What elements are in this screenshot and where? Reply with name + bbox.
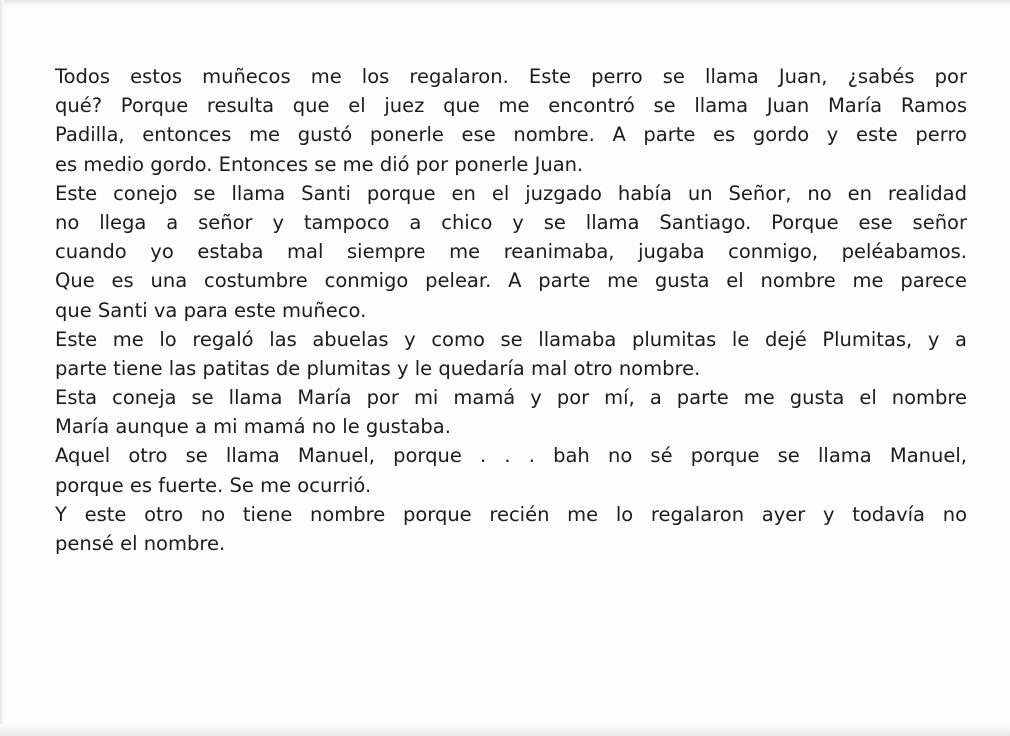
text-line: parte tiene las patitas de plumitas y le quedaría mal otro nombre. (55, 356, 701, 380)
text-line: Que es una costumbre conmigo pelear. A parte me gusta el nombre me parece (55, 269, 967, 293)
text-line: Este me lo regaló las abuelas y como se llamaba plumitas le dejé Plumitas, y a (55, 327, 967, 351)
text-line: Padilla, entonces me gustó ponerle ese nombre. A parte es gordo y este perro (55, 123, 967, 147)
text-line: pensé el nombre. (55, 532, 226, 555)
text-line: cuando yo estaba mal siempre me reanimaba, jugaba conmigo, peléabamos. (55, 240, 967, 264)
text-line: que Santi va para este muñeco. (55, 298, 367, 322)
page-left-edge (0, 0, 4, 736)
text-line: Todos estos muñecos me los regalaron. Este perro se llama Juan, ¿sabés por (55, 65, 967, 88)
body-text (55, 62, 967, 558)
text-line: Aquel otro se llama Manuel, porque . . . bah no sé porque se llama Manuel, (55, 444, 967, 468)
text-line: no llega a señor y tampoco a chico y se llama Santiago. Porque ese señor (55, 210, 967, 234)
text-line: porque es fuerte. Se me ocurrió. (55, 473, 372, 497)
page-top-edge (0, 0, 1010, 6)
text-line: María aunque a mi mamá no le gustaba. (55, 415, 451, 439)
page-bottom-edge (0, 724, 1010, 736)
text-line: Y este otro no tiene nombre porque recién me lo regalaron ayer y todavía no (55, 502, 967, 526)
text-line: Este conejo se llama Santi porque en el juzgado había un Señor, no en realidad (55, 181, 967, 205)
text-line: Esta coneja se llama María por mi mamá y por mí, a parte me gusta el nombre (55, 386, 967, 410)
text-line: qué? Porque resulta que el juez que me encontró se llama Juan María Ramos (55, 94, 967, 118)
text-line: es medio gordo. Entonces se me dió por ponerle Juan. (55, 152, 584, 176)
